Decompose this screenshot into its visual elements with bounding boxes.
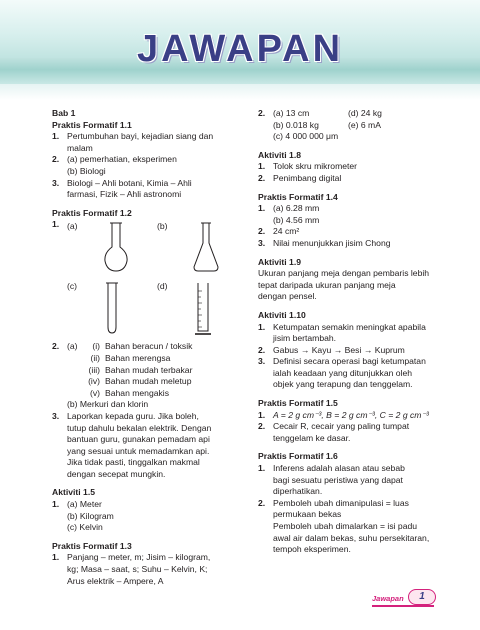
test-tube-icon [102,281,122,335]
list-item: 3. Laporkan kepada guru. Jika boleh, tutup dahulu bekalan elektrik. Dengan bantuan guru, gunakan pemadam api yang sesuai untuk memadamkan api. Jika tidak pasti, tinggalkan makmal dengan secepat mungkin. [52,410,212,479]
list-item: 3. Biologi – Ahli botani, Kimia – Ahli farmasi, Fizik – Ahli astronomi [52,177,192,200]
list-item: 1. Pertumbuhan bayi, kejadian siang dan malam [52,131,214,153]
figure-c: (c) [67,281,157,337]
footer-rule [372,605,434,607]
list-item: 1. Tolok skru mikrometer [258,161,358,172]
list-item: 2. Penimbang digital [258,172,342,183]
right-column: 2. (a) 13 cm (d) 24 kg (b) 0.018 kg (e) 6 mA (c) 4 000 000 μm Aktiviti 1.8 1. Tolok skru mikrometer 2. Penimbang digital Praktis Formatif 1.4 1. (a) 6.28 mm (b) 4.56 mm 2. 24 cm² 3. Nilai menunjukkan jisim Chong Aktiviti 1.9 Ukuran panjang meja dengan pembaris lebih tepat daripada ukuran panjang meja dengan pensel. Aktiviti 1.10 1. Ketumpatan semakin meningkat apabila jisim bertambah. 2. Gabus → Kayu → Besi → Kuprum 3. Definisi secara operasi bagi ketumpatan ialah keadaan yang ditunjukkan oleh objek yang terapung dan tenggelam. Praktis Formatif 1.5 1. A = 2 g cm⁻³, B = 2 g cm⁻³, C = 2 g cm⁻³ 2. Cecair R, cecair yang paling tumpat tenggelam ke dasar. Praktis Formatif 1.6 1. Inferens adalah alasan atau sebab bagi sesuatu peristiwa yang dapat diperhatikan. 2. Pemboleh ubah dimanipulasi = luas permukaan bekas Pemboleh ubah dimalarkan = isi padu awal air dalam bekas, suhu persekitaran, tempoh eksperimen. [258,108,450,556]
section-heading-pf11: Praktis Formatif 1.1 [52,119,132,130]
section-heading-pf16: Praktis Formatif 1.6 [258,451,338,462]
section-heading-pf14: Praktis Formatif 1.4 [258,191,338,202]
figure-a: (a) [67,221,157,277]
list-item: 1. Ketumpatan semakin meningkat apabila jisim bertambah. [258,321,426,344]
list-item: 2. (a) pemerhatian, eksperimen (b) Biologi [52,154,177,176]
list-item: 1. (a) 6.28 mm (b) 4.56 mm [258,203,320,225]
list-item: 3. Nilai menunjukkan jisim Chong [258,237,391,248]
list-item: 2. 24 cm² [258,226,300,237]
header-banner [0,0,480,100]
section-heading-pf13: Praktis Formatif 1.3 [52,540,132,551]
list-item: 2. Gabus → Kayu → Besi → Kuprum [258,344,405,355]
list-item: 3. Definisi secara operasi bagi ketumpatan ialah keadaan yang ditunjukkan oleh objek yang terapung dan tenggelam. [258,356,426,390]
page-number: 1 [408,589,436,605]
list-item: 2. (a) (i) Bahan beracun / toksik (ii) Bahan merengsa (iii) Bahan mudah terbakar (iv) Bahan mudah meletup (v) Bahan mengakis (b) Merkuri dan klorin [52,341,193,410]
list-item: 2. Pemboleh ubah dimanipulasi = luas permukaan bekas Pemboleh ubah dimalarkan = isi padu awal air dalam bekas, suhu persekitaran, tempoh eksperimen. [258,497,430,555]
measuring-cylinder-icon [192,281,214,337]
list-item: 2. (a) 13 cm (d) 24 kg (b) 0.018 kg (e) 6 mA (c) 4 000 000 μm [258,108,382,142]
section-heading-akt18: Aktiviti 1.8 [258,149,301,160]
section-heading-pf15: Praktis Formatif 1.5 [258,398,338,409]
section-heading-akt15: Aktiviti 1.5 [52,487,95,498]
list-item: 2. Cecair R, cecair yang paling tumpat tenggelam ke dasar. [258,421,410,443]
section-heading-pf12: Praktis Formatif 1.2 [52,207,132,218]
round-bottom-flask-icon [102,221,130,273]
left-column [52,108,237,587]
list-item: 1. A = 2 g cm⁻³, B = 2 g cm⁻³, C = 2 g cm⁻³ [258,409,429,420]
figure-b: (b) [157,221,247,277]
figure-d: (d) [157,281,247,337]
apparatus-figures [67,221,247,337]
list-item: 1. (a) Meter (b) Kilogram (c) Kelvin [52,499,114,533]
page-title: JAWAPAN [136,28,344,70]
list-item: 1. (a) (b) (c) (d) [52,219,237,341]
footer-label: Jawapan [372,594,404,603]
section-heading-akt19: Aktiviti 1.9 [258,256,301,267]
list-item: 1. Inferens adalah alasan atau sebab bagi sesuatu peristiwa yang dapat diperhatikan. [258,463,405,497]
section-heading-akt110: Aktiviti 1.10 [258,309,306,320]
chapter-heading: Bab 1 [52,108,76,118]
list-item: 1. Panjang – meter, m; Jisim – kilogram, kg; Masa – saat, s; Suhu – Kelvin, K; Arus elektrik – Ampere, A [52,552,211,586]
conical-flask-icon [192,221,220,273]
